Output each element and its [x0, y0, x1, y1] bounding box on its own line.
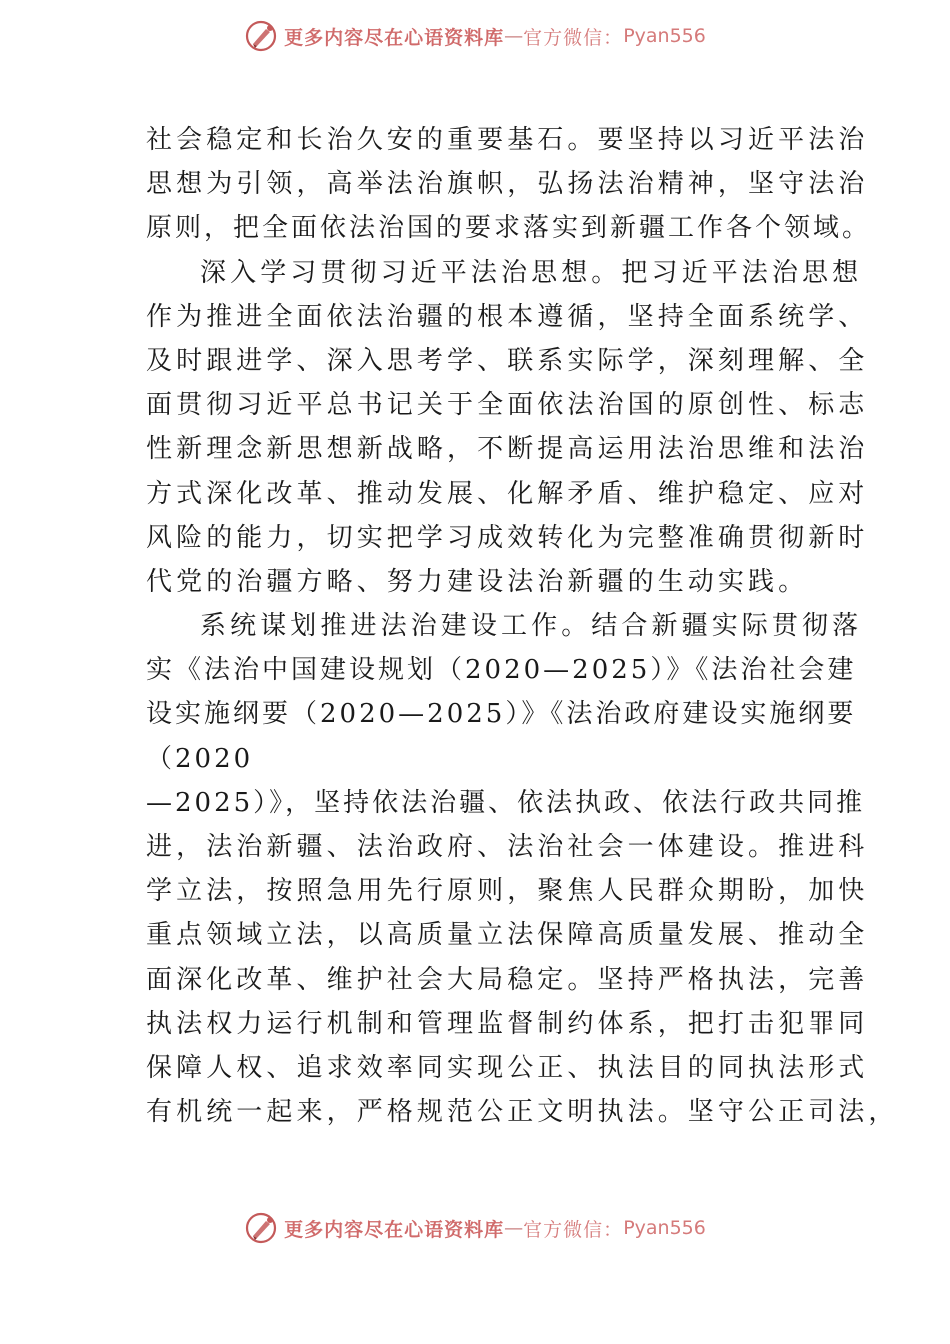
text-line-5: 作为推进全面依法治疆的根本遵循，坚持全面系统学、: [146, 301, 869, 332]
text-line-21: 执法权力运行机制和管理监督制约体系，把打击犯罪同: [146, 1008, 869, 1039]
text-line-18: 学立法，按照急用先行原则，聚焦人民群众期盼，加快: [146, 876, 869, 907]
pen-circle-logo-icon: [244, 19, 278, 53]
paragraph-3-start: 系统谋划推进法治建设工作。结合新疆实际贯彻落: [200, 611, 863, 642]
watermark-contact-id: Pyan556: [623, 25, 706, 47]
text-line-11: 代党的治疆方略、努力建设法治新疆的生动实践。: [146, 566, 809, 597]
text-line-1: 社会稳定和长治久安的重要基石。要坚持以习近平法治: [146, 125, 869, 155]
text-line-19: 重点领域立法，以高质量立法保障高质量发展、推动全: [146, 920, 869, 951]
text-line-16: —2025）》，坚持依法治疆、依法执政、依法行政共同推: [146, 787, 866, 818]
text-line-8: 性新理念新思想新战略，不断提高运用法治思维和法治: [146, 434, 869, 465]
text-line-6: 及时跟进学、深入思考学、联系实际学，深刻理解、全: [146, 345, 869, 376]
watermark-contact-label: 官方微信：: [523, 26, 624, 49]
watermark-separator: —: [504, 25, 524, 47]
watermark-brand: 更多内容尽在心语资料库: [284, 1218, 505, 1241]
document-body: [146, 118, 899, 1134]
text-line-17: 进，法治新疆、法治政府、法治社会一体建设。推进科: [146, 832, 869, 862]
text-line-3: 原则，把全面依法治国的要求落实到新疆工作各个领域。: [146, 213, 872, 244]
text-line-2: 思想为引领，高举法治旗帜，弘扬法治精神，坚守法治: [146, 169, 869, 200]
text-line-7: 面贯彻习近平总书记关于全面依法治国的原创性、标志: [146, 390, 869, 421]
text-line-15: （2020: [146, 743, 254, 774]
text-line-20: 面深化改革、维护社会大局稳定。坚持严格执法，完善: [146, 964, 869, 995]
text-line-23: 有机统一起来，严格规范公正文明执法。坚守公正司法，: [146, 1097, 899, 1128]
watermark-separator: —: [504, 1217, 524, 1239]
text-line-13: 实《法治中国建设规划（2020—2025）》《法治社会建: [146, 655, 857, 686]
header-watermark: [0, 16, 950, 56]
text-line-22: 保障人权、追求效率同实现公正、执法目的同执法形式: [146, 1052, 869, 1083]
text-line-14: 设实施纲要（2020—2025）》《法治政府建设实施纲要: [146, 699, 857, 730]
footer-watermark: [0, 1208, 950, 1248]
watermark-brand: 更多内容尽在心语资料库: [284, 26, 505, 49]
watermark-contact-label: 官方微信：: [523, 1218, 624, 1241]
text-line-9: 方式深化改革、推动发展、化解矛盾、维护稳定、应对: [146, 478, 869, 509]
paragraph-2-start: 深入学习贯彻习近平法治思想。把习近平法治思想: [200, 257, 863, 288]
watermark-contact-id: Pyan556: [623, 1217, 706, 1239]
pen-circle-logo-icon: [244, 1211, 278, 1245]
text-line-10: 风险的能力，切实把学习成效转化为完整准确贯彻新时: [146, 522, 869, 553]
